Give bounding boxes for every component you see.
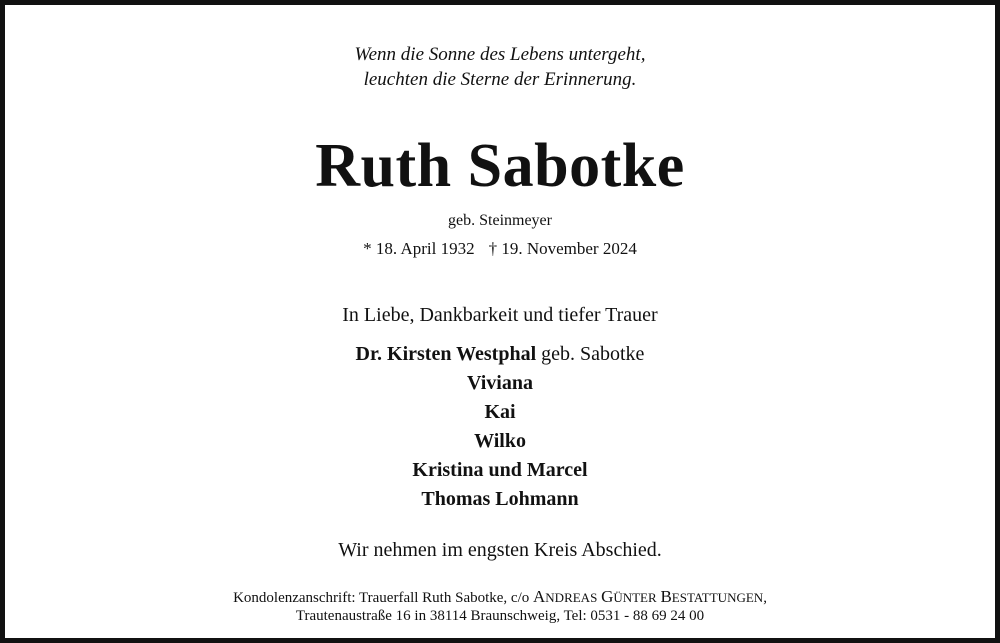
funeral-home-word: ANDREAS bbox=[533, 587, 598, 606]
death-date: † 19. November 2024 bbox=[488, 239, 637, 258]
funeral-home-word: GÜNTER bbox=[601, 587, 657, 606]
birth-name: geb. Steinmeyer bbox=[448, 212, 552, 229]
funeral-home-name bbox=[533, 587, 764, 606]
mourner-name: Wilko bbox=[474, 430, 526, 452]
mourning-intro: In Liebe, Dankbarkeit und tiefer Trauer bbox=[342, 304, 658, 326]
mourner-name: Kristina und Marcel bbox=[412, 459, 588, 481]
mourner-suffix: geb. Sabotke bbox=[536, 343, 645, 365]
mourner-name: Viviana bbox=[467, 372, 533, 394]
condolence-prefix: Kondolenzanschrift: Trauerfall Ruth Sabotke, c/o bbox=[233, 590, 534, 606]
motto-line-1: Wenn die Sonne des Lebens untergeht, bbox=[354, 44, 646, 65]
mourner-line bbox=[5, 402, 995, 422]
mourner-name: Kai bbox=[484, 401, 516, 423]
mourner-name: Dr. Kirsten Westphal bbox=[355, 343, 537, 365]
birth-date: * 18. April 1932 bbox=[363, 239, 475, 258]
deceased-name: Ruth Sabotke bbox=[315, 132, 685, 200]
mourner-line bbox=[5, 344, 995, 364]
condolence-address-line-2: Trautenaustraße 16 in 38114 Braunschweig, Tel: 0531 - 88 69 24 00 bbox=[295, 608, 705, 624]
mourner-name: Thomas Lohmann bbox=[421, 488, 579, 510]
mourner-line bbox=[5, 373, 995, 393]
funeral-home-word: BESTATTUNGEN bbox=[660, 587, 764, 606]
mourner-line bbox=[5, 489, 995, 509]
condolence-address-line-1: Kondolenzanschrift: Trauerfall Ruth Sabotke, c/o ANDREAS GÜNTER BESTATTUNGEN, bbox=[233, 587, 767, 606]
life-dates bbox=[5, 240, 995, 257]
farewell-text: Wir nehmen im engsten Kreis Abschied. bbox=[338, 539, 662, 561]
mourner-line bbox=[5, 431, 995, 451]
mourner-line bbox=[5, 460, 995, 480]
motto-line-2: leuchten die Sterne der Erinnerung. bbox=[363, 69, 637, 90]
